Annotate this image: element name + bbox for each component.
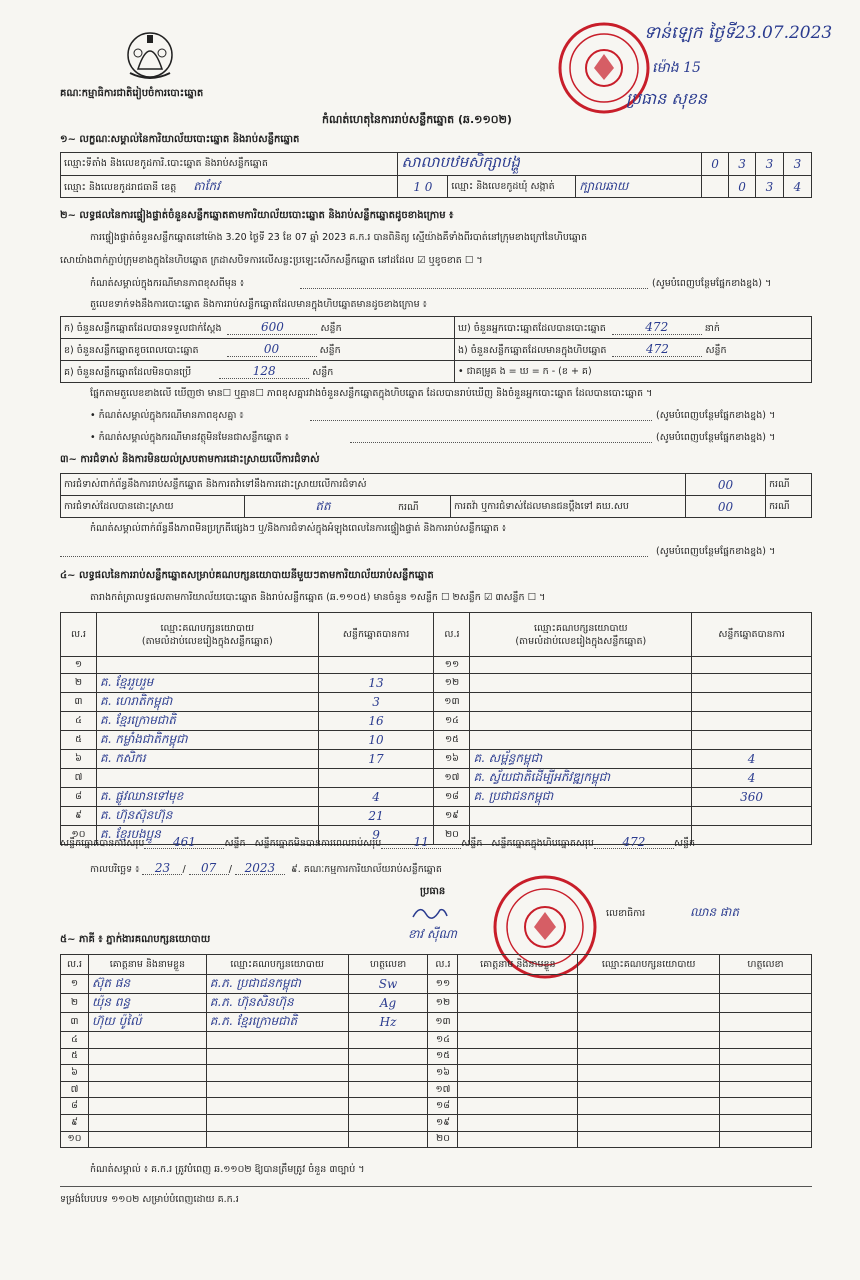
agents-row-party — [578, 1081, 720, 1098]
objection-table — [60, 473, 812, 518]
national-emblem-icon — [118, 25, 182, 85]
item-d-label: ឃ) ចំនួនអ្នកបោះឆ្នោតដែលបានបោះឆ្នោត — [458, 322, 606, 334]
results-row-party: គ. ខ្មែរក្រោមជាតិ — [96, 711, 318, 730]
section2-line7: • កំណត់សម្គាល់ក្នុងករណីមានវត្ថុមិនមែនជាសន្លឹកឆ្នោត ៖ — [90, 432, 289, 443]
results-row-party — [470, 657, 692, 674]
agents-col-no: ល.រ — [61, 955, 89, 975]
section2-line1: ការផ្ទៀងផ្ទាត់ចំនួនសន្លឹកឆ្នោតនៅម៉ោង 3.20 ថ្ងៃទី 23 ខែ 07 ឆ្នាំ 2023 គ.ក.រ បានពិនិត្យ ស្មើយ៉ាងគឺទាំងពីរបាត់នៅក្រុមខាងក្រៅនៃហិបឆ្នោត — [90, 232, 587, 243]
footer-text: ទម្រង់បែបបទ ១១០២ សម្រាប់បំពេញដោយ គ.ក.រ — [60, 1194, 239, 1205]
results-row-party: គ. ខ្មែរបងប្អូន — [96, 825, 318, 844]
results-body — [61, 657, 812, 845]
item-c-unit: សន្លឹក — [312, 366, 334, 378]
agents-row-no: ១៦ — [428, 1065, 458, 1082]
results-col-party-right: ឈ្មោះគណបក្សនយោបាយ — [534, 622, 628, 634]
results-col-party: ឈ្មោះគណបក្សនយោបាយ — [160, 622, 255, 634]
agents-row-name — [88, 1098, 206, 1115]
item-d-unit: នាក់ — [704, 322, 720, 334]
objection-row2-unit: ករណី — [398, 501, 419, 513]
results-row-no: ១២ — [434, 673, 470, 692]
province-value: តាកែវ — [193, 178, 220, 193]
section1-table — [60, 152, 812, 198]
results-row-no: ១៩ — [434, 806, 470, 825]
agents-col-no-right: ល.រ — [428, 955, 458, 975]
item-e-label: ង) ចំនួនសន្លឹកឆ្នោតដែលមានក្នុងហិបឆ្នោត — [458, 344, 607, 356]
agents-row-party — [206, 1065, 348, 1082]
item-c-label: គ) ចំនួនសន្លឹកឆ្នោតដែលមិនបានប្រើ — [64, 366, 192, 378]
results-row-no: ៤ — [61, 711, 97, 730]
section5-footnote: កំណត់សម្គាល់ ៖ គ.ក.រ ត្រូវបំពេញ ឆ.១១០២ ឱ្យបានត្រឹមត្រូវ ចំនួន ៣ច្បាប់ ។ — [90, 1164, 365, 1175]
province-code: 1 0 — [398, 176, 448, 198]
results-col-votes: សន្លឹកឆ្នោតបានការ — [318, 613, 434, 657]
agents-col-sign-right: ហត្ថលេខា — [720, 955, 812, 975]
agents-row-party — [578, 1032, 720, 1049]
results-row-party — [470, 730, 692, 749]
agents-row-no: ២ — [61, 994, 89, 1013]
total-valid-unit: សន្លឹក — [224, 838, 246, 849]
results-row-party: គ. ខ្មែររួបរួម — [96, 673, 318, 692]
section2-line6-dots — [310, 420, 652, 421]
results-row-no: ៧ — [61, 768, 97, 787]
chair-label: ប្រធាន — [420, 886, 446, 897]
agents-row-party — [206, 1048, 348, 1065]
results-row-votes — [318, 657, 434, 674]
totals-line — [60, 836, 695, 850]
agents-row-name — [458, 1065, 578, 1082]
results-row-no: ៥ — [61, 730, 97, 749]
results-row-votes — [692, 692, 812, 711]
results-row-votes: 3 — [318, 692, 434, 711]
party-agents-table — [60, 954, 812, 1148]
province-label: ឈ្មោះ និងលេខកូដរាជធានី ខេត្ត — [64, 181, 177, 193]
date-label: កាលបរិច្ឆេទ ៖ — [90, 864, 140, 875]
table-row — [61, 768, 812, 787]
results-row-votes: 10 — [318, 730, 434, 749]
agents-row-party — [578, 975, 720, 994]
agents-row-no: ៨ — [61, 1098, 89, 1115]
agents-row-name: យ៉ុន ពន្ធ — [88, 994, 206, 1013]
results-row-votes — [692, 806, 812, 825]
item-a-value: 600 — [227, 320, 317, 335]
item-a-label: ក) ចំនួនសន្លឹកឆ្នោតដែលបានទទួលជាក់ស្តែង — [64, 322, 222, 334]
section3-note-suffix: (សូមបំពេញបន្ថែមផ្នែកខាងខ្នង) ។ — [656, 546, 776, 557]
objection-row2-value: ឥត — [315, 498, 331, 513]
agents-row-name: ស៊ុត ផន — [88, 975, 206, 994]
table-row — [61, 1098, 812, 1115]
results-col-party-sub-right: (តាមលំដាប់លេខរៀងក្នុងសន្លឹកឆ្នោត) — [515, 635, 647, 647]
results-row-party: គ. ហេរាតិកម្ពុជា — [96, 692, 318, 711]
results-row-votes: 360 — [692, 787, 812, 806]
section2-line3-note: (សូមបំពេញបន្ថែមផ្នែកខាងខ្នង) ។ — [652, 278, 772, 289]
results-col-votes-right: សន្លឹកឆ្នោតបានការ — [692, 613, 812, 657]
item-a-unit: សន្លឹក — [320, 322, 342, 334]
date-year: 2023 — [235, 862, 285, 875]
results-row-no: ១៦ — [434, 749, 470, 768]
agents-row-no: ៩ — [61, 1114, 89, 1131]
total-invalid-value: 11 — [381, 836, 461, 849]
agents-row-name — [88, 1048, 206, 1065]
agents-row-sign: Ag — [348, 994, 428, 1013]
agents-row-name — [88, 1065, 206, 1082]
agents-row-no: ១៨ — [428, 1098, 458, 1115]
results-row-no: ១៨ — [434, 787, 470, 806]
agents-row-party — [206, 1131, 348, 1148]
total-valid-label: សន្លឹកឆ្នោតបានការសរុប — [60, 838, 145, 849]
agents-row-party — [578, 994, 720, 1013]
agents-row-sign — [348, 1048, 428, 1065]
results-row-party — [470, 711, 692, 730]
results-row-party: គ. ហ៊ុនស៊ុនហ៊ុន — [96, 806, 318, 825]
item-b-value: 00 — [227, 342, 317, 357]
section2-line6: • កំណត់សម្គាល់ក្នុងករណីមានភាពខុសគ្នា ៖ — [90, 410, 244, 421]
secretary-label: លេខាធិការ — [606, 908, 646, 919]
date-line: កាលបរិច្ឆេទ ៖ 23 / 07 / 2023 ៩. គណៈកម្មការការិយាល័យរាប់សន្លឹកឆ្នោត — [90, 861, 442, 875]
agents-row-sign — [348, 1131, 428, 1148]
results-row-votes — [692, 730, 812, 749]
table-row — [61, 1081, 812, 1098]
objection-row1-unit: ករណី — [766, 474, 812, 496]
agents-row-no: ១១ — [428, 975, 458, 994]
agents-row-party — [206, 1114, 348, 1131]
item-e-unit: សន្លឹក — [705, 344, 727, 356]
section2-line3-dots — [300, 288, 648, 289]
section4-title: ៤~ លទ្ធផលនៃការរាប់សន្លឹកឆ្នោតសម្រាប់គណបក្សនយោបាយនីមួយៗតាមការិយាល័យរាប់សន្លឹកឆ្នោត — [60, 570, 434, 581]
stamp-note-line3: ប្រធាន សុខន — [626, 89, 707, 108]
results-row-votes: 4 — [692, 768, 812, 787]
location-value: សាលាបឋមសិក្សាបង្ហួ — [401, 153, 520, 171]
results-row-party: គ. សម្ព័ន្ធកម្ពុជា — [470, 749, 692, 768]
table-row — [61, 787, 812, 806]
agents-row-sign — [348, 1081, 428, 1098]
agents-row-party — [206, 1032, 348, 1049]
results-row-party — [470, 673, 692, 692]
ballot-count-table — [60, 316, 812, 383]
agents-row-party — [578, 1013, 720, 1032]
results-col-no: ល.រ — [61, 613, 97, 657]
chair-name: ខាវ ស៊ីណា — [408, 927, 457, 941]
agents-row-name — [458, 1131, 578, 1148]
section2-line5: ផ្នែកតាមតួលេខខាងលើ ឃើញថា មាន☐ ឬគ្មាន☐ ភាពខុសគ្នារវាងចំនួនសន្លឹកឆ្នោតក្នុងហិបឆ្នោត ដែលបានរាប់ឃើញ និងចំនួនអ្នកបោះឆ្នោត ដែលបានបោះឆ្នោត ។ — [90, 388, 653, 399]
agents-row-name — [88, 1081, 206, 1098]
results-row-party: គ. ផ្លូវឈានទៅមុខ — [96, 787, 318, 806]
agents-col-sign: ហត្ថលេខា — [348, 955, 428, 975]
agents-row-no: ១៤ — [428, 1032, 458, 1049]
agents-row-name — [88, 1032, 206, 1049]
table-row — [61, 806, 812, 825]
agents-row-sign — [720, 1131, 812, 1148]
agents-row-sign — [720, 1032, 812, 1049]
results-row-no: ១ — [61, 657, 97, 674]
location-code-4: 3 — [783, 153, 811, 176]
objection-row2-value2: 00 — [686, 496, 766, 518]
agents-row-sign: Sw — [348, 975, 428, 994]
table-row — [61, 657, 812, 674]
results-row-party: គ. ប្រជាជនកម្ពុជា — [470, 787, 692, 806]
date-month: 07 — [189, 862, 229, 875]
section4-intro: តារាងកត់ត្រាលទ្ធផលតាមការិយាល័យបោះឆ្នោត និងរាប់សន្លឹកឆ្នោត (ឆ.១១០៥) មានចំនួន ១សន្លឹក ☐ ២សន្លឹក ☑ ៣សន្លឹក ☐ ។ — [90, 592, 546, 603]
results-row-no: ១៤ — [434, 711, 470, 730]
agents-row-sign — [720, 1065, 812, 1082]
total-box-value: 472 — [594, 836, 674, 849]
results-row-votes — [692, 657, 812, 674]
item-d-value: 472 — [612, 320, 702, 335]
commune-label: ឈ្មោះ និងលេខកូដឃុំ សង្កាត់ — [448, 176, 576, 198]
agents-row-sign — [720, 1098, 812, 1115]
province-label-cell — [61, 176, 398, 198]
results-row-no: ១៣ — [434, 692, 470, 711]
agents-row-sign — [720, 994, 812, 1013]
section2-line7-dots — [350, 442, 652, 443]
table-row — [61, 673, 812, 692]
results-row-no: ៦ — [61, 749, 97, 768]
agents-body — [61, 975, 812, 1148]
section2-line3: កំណត់សម្គាល់ក្នុងករណីមានភាពខុសពីមុន ៖ — [90, 278, 245, 289]
results-row-votes: 17 — [318, 749, 434, 768]
total-invalid-label: សន្លឹកឆ្នោតមិនបានការពេលរាប់សរុប — [254, 838, 382, 849]
results-row-party — [96, 657, 318, 674]
agents-row-sign — [348, 1032, 428, 1049]
form-title: កំណត់ហេតុនៃការរាប់សន្លឹកឆ្នោត (ឆ.១១០២) — [322, 113, 512, 126]
agents-row-party: គ.ភ. ខ្មែរក្រោមជាតិ — [206, 1013, 348, 1032]
results-row-no: ១៧ — [434, 768, 470, 787]
location-code-1: 0 — [702, 153, 729, 176]
footer-divider — [60, 1186, 812, 1187]
agents-row-sign — [348, 1098, 428, 1115]
agents-row-no: ៣ — [61, 1013, 89, 1032]
section2-line2: សោយ៉ាងពាក់ភ្ជាប់ក្រុមខាងក្នុងនៃហិបឆ្នោត ក្រដាសបិទការលើសន្លះប្រឡេះសេីកសន្លឹកឆ្នោត នៅដដែល ☑ ឬខូចខាត ☐ ។ — [60, 255, 483, 266]
results-col-party-sub: (តាមលំដាប់លេខរៀងក្នុងសន្លឹកឆ្នោត) — [141, 635, 273, 647]
agents-row-sign: Hz — [348, 1013, 428, 1032]
agents-row-name — [458, 1013, 578, 1032]
results-row-votes: 21 — [318, 806, 434, 825]
results-row-votes: 16 — [318, 711, 434, 730]
table-row — [61, 975, 812, 994]
objection-row2-unit2: ករណី — [766, 496, 812, 518]
results-row-party — [470, 806, 692, 825]
results-row-party: គ. កម្លាំងជាតិកម្ពុជា — [96, 730, 318, 749]
table-row — [61, 749, 812, 768]
results-row-no: ២០ — [434, 825, 470, 844]
commune-code-1: 0 — [729, 176, 756, 198]
table-row — [61, 1114, 812, 1131]
agents-row-no: ៤ — [61, 1032, 89, 1049]
table-row — [61, 994, 812, 1013]
objection-row1-value: 00 — [686, 474, 766, 496]
table-row — [61, 730, 812, 749]
results-row-party: គ. កសិករ — [96, 749, 318, 768]
agents-row-party: គ.ភ. ប្រជាជនកម្ពុជា — [206, 975, 348, 994]
agents-row-name — [458, 1081, 578, 1098]
agents-row-name — [458, 994, 578, 1013]
agents-row-party — [206, 1098, 348, 1115]
location-code-2: 3 — [729, 153, 756, 176]
agents-row-sign — [720, 1048, 812, 1065]
results-row-no: ១៥ — [434, 730, 470, 749]
agents-row-no: ១៩ — [428, 1114, 458, 1131]
results-table — [60, 612, 812, 845]
agents-row-no: ៦ — [61, 1065, 89, 1082]
agents-row-no: ៧ — [61, 1081, 89, 1098]
results-row-votes — [692, 825, 812, 844]
total-valid-value: 461 — [144, 836, 224, 849]
table-row — [61, 1032, 812, 1049]
agents-row-no: ១៣ — [428, 1013, 458, 1032]
results-row-no: ៩ — [61, 806, 97, 825]
section3-note: កំណត់សម្គាល់ពាក់ព័ន្ធនឹងភាពមិនប្រក្រតីផ្សេងៗ ឬ/និងការជំទាស់ក្នុងអំឡុងពេលនៃការផ្ទៀងផ្ទាត់ និងការរាប់សន្លឹកឆ្នោត ៖ — [90, 523, 507, 534]
agents-row-no: ១៥ — [428, 1048, 458, 1065]
section5-title: ៥~ ភាគី ៖ ភ្នាក់ងារគណបក្សនយោបាយ — [60, 934, 211, 945]
table-row — [61, 1013, 812, 1032]
results-row-votes: 4 — [318, 787, 434, 806]
total-invalid-unit: សន្លឹក — [461, 838, 483, 849]
results-col-no-right: ល.រ — [434, 613, 470, 657]
results-row-votes: 13 — [318, 673, 434, 692]
agents-row-party — [578, 1114, 720, 1131]
table-row — [61, 1065, 812, 1082]
objection-row2-label2: ការតវ៉ា ឬការជំទាស់ដែលមានជនប្ដឹងទៅ គឃ.សប — [451, 496, 686, 518]
agents-col-name-right: គោត្តនាម និងនាមខ្លួន — [458, 955, 578, 975]
table-row — [61, 1048, 812, 1065]
agents-row-party — [578, 1065, 720, 1082]
agents-row-sign — [720, 1081, 812, 1098]
stamp-note-line2: ម៉ោង 15 — [652, 60, 701, 76]
results-row-party — [96, 768, 318, 787]
section2-line7-note: (សូមបំពេញបន្ថែមផ្នែកខាងខ្នង) ។ — [656, 432, 776, 443]
results-row-votes: 4 — [692, 749, 812, 768]
agents-col-party-right: ឈ្មោះគណបក្សនយោបាយ — [578, 955, 720, 975]
agents-row-name — [458, 1032, 578, 1049]
agents-row-no: ១៧ — [428, 1081, 458, 1098]
results-row-votes — [692, 711, 812, 730]
commune-code-3: 4 — [783, 176, 811, 198]
agents-row-sign — [348, 1114, 428, 1131]
agents-col-name: គោត្តនាម និងនាមខ្លួន — [88, 955, 206, 975]
committee-label: ៩. គណៈកម្មការការិយាល័យរាប់សន្លឹកឆ្នោត — [290, 864, 442, 875]
agents-row-party — [206, 1081, 348, 1098]
agents-row-no: ២០ — [428, 1131, 458, 1148]
date-day: 23 — [142, 862, 182, 875]
section1-title: ១~ លក្ខណៈសម្គាល់នៃការិយាល័យបោះឆ្នោត និងរាប់សន្លឹកឆ្នោត — [60, 134, 300, 145]
results-row-party: គ. ស្វ័យជាតិដើម្បីអភិវឌ្ឍកម្ពុជា — [470, 768, 692, 787]
objection-row1-label: ការជំទាស់ពាក់ព័ន្ធនឹងការរាប់សន្លឹកឆ្នោត និងការតវ៉ាទៅនឹងការដោះស្រាយលើការជំទាស់ — [61, 474, 686, 496]
table-row — [61, 711, 812, 730]
commune-code-blank — [702, 176, 729, 198]
agents-col-party: ឈ្មោះគណបក្សនយោបាយ — [206, 955, 348, 975]
agents-row-name: ហ៊ុយ ប៉ូល៉ៃ — [88, 1013, 206, 1032]
table-row — [61, 692, 812, 711]
agents-row-no: ១២ — [428, 994, 458, 1013]
commune-code-2: 3 — [756, 176, 784, 198]
item-e-value: 472 — [612, 342, 702, 357]
results-row-votes: 9 — [318, 825, 434, 844]
secretary-name: ឈាន ផាត — [690, 905, 739, 919]
results-row-votes — [692, 673, 812, 692]
location-label: ឈ្មោះទីតាំង និងលេខកូដការិ.បោះឆ្នោត និងរាប់សន្លឹកឆ្នោត — [61, 153, 398, 176]
results-row-no: ១០ — [61, 825, 97, 844]
item-b-unit: សន្លឹក — [319, 344, 341, 356]
total-box-label: សន្លឹកឆ្នោតក្នុងហិបឆ្នោតសរុប — [491, 838, 594, 849]
item-c-value: 128 — [219, 364, 309, 379]
agents-row-name — [458, 1098, 578, 1115]
agents-row-sign — [720, 1013, 812, 1032]
agents-row-name — [458, 1114, 578, 1131]
table-row — [61, 1131, 812, 1148]
agents-row-name — [88, 1114, 206, 1131]
item-b-label: ខ) ចំនួនសន្លឹកឆ្នោតខូចពេលបោះឆ្នោត — [64, 344, 199, 356]
section2-line4: តួលេខទាក់ទងនឹងការបោះឆ្នោត និងការរាប់សន្លឹកឆ្នោតដែលមានក្នុងហិបឆ្នោតមានដូចខាងក្រោម ៖ — [90, 299, 427, 310]
agents-row-name — [458, 1048, 578, 1065]
formula: • ជាគម្រូគ ង = ឃ = ក - (ខ + គ) — [455, 361, 812, 383]
section2-title: ២~ លទ្ធផលនៃការផ្ទៀងផ្ទាត់ចំនួនសន្លឹកឆ្នោតតាមការិយាល័យបោះឆ្នោត និងរាប់សន្លឹកឆ្នោតដូចខាងក្រោម ៖ — [60, 210, 454, 221]
agents-row-sign — [720, 975, 812, 994]
results-row-no: ២ — [61, 673, 97, 692]
agents-row-name — [88, 1131, 206, 1148]
committee-name: គណៈកម្មាធិការជាតិរៀបចំការបោះឆ្នោត — [60, 88, 204, 99]
objection-row2-label: ការជំទាស់ដែលបានដោះស្រាយ — [61, 496, 245, 518]
total-box-unit: សន្លឹក — [673, 838, 696, 849]
results-row-votes — [318, 768, 434, 787]
location-code-3: 3 — [756, 153, 784, 176]
commune-value: ក្បាលឆាយ — [576, 176, 702, 198]
agents-row-party — [578, 1048, 720, 1065]
agents-row-no: ១ — [61, 975, 89, 994]
agents-row-no: ១០ — [61, 1131, 89, 1148]
chair-signature-icon — [410, 902, 450, 922]
agents-row-party — [578, 1131, 720, 1148]
section3-note-dots — [60, 556, 648, 557]
stamp-note-line1: ទាន់ឡេក ថ្ងៃទី23.07.2023 — [644, 23, 833, 43]
agents-row-sign — [348, 1065, 428, 1082]
agents-row-sign — [720, 1114, 812, 1131]
agents-row-no: ៥ — [61, 1048, 89, 1065]
results-row-no: ៨ — [61, 787, 97, 806]
results-row-no: ១១ — [434, 657, 470, 674]
agents-row-party — [578, 1098, 720, 1115]
agents-row-party: គ.ភ. ហ៊ុនសិនហ៊ុន — [206, 994, 348, 1013]
section2-line6-note: (សូមបំពេញបន្ថែមផ្នែកខាងខ្នង) ។ — [656, 410, 776, 421]
agents-row-name — [458, 975, 578, 994]
results-row-party — [470, 692, 692, 711]
results-row-no: ៣ — [61, 692, 97, 711]
section3-title: ៣~ ការជំទាស់ និងការមិនយល់ស្របតាមការដោះស្រាយលើការជំទាស់ — [60, 454, 320, 465]
